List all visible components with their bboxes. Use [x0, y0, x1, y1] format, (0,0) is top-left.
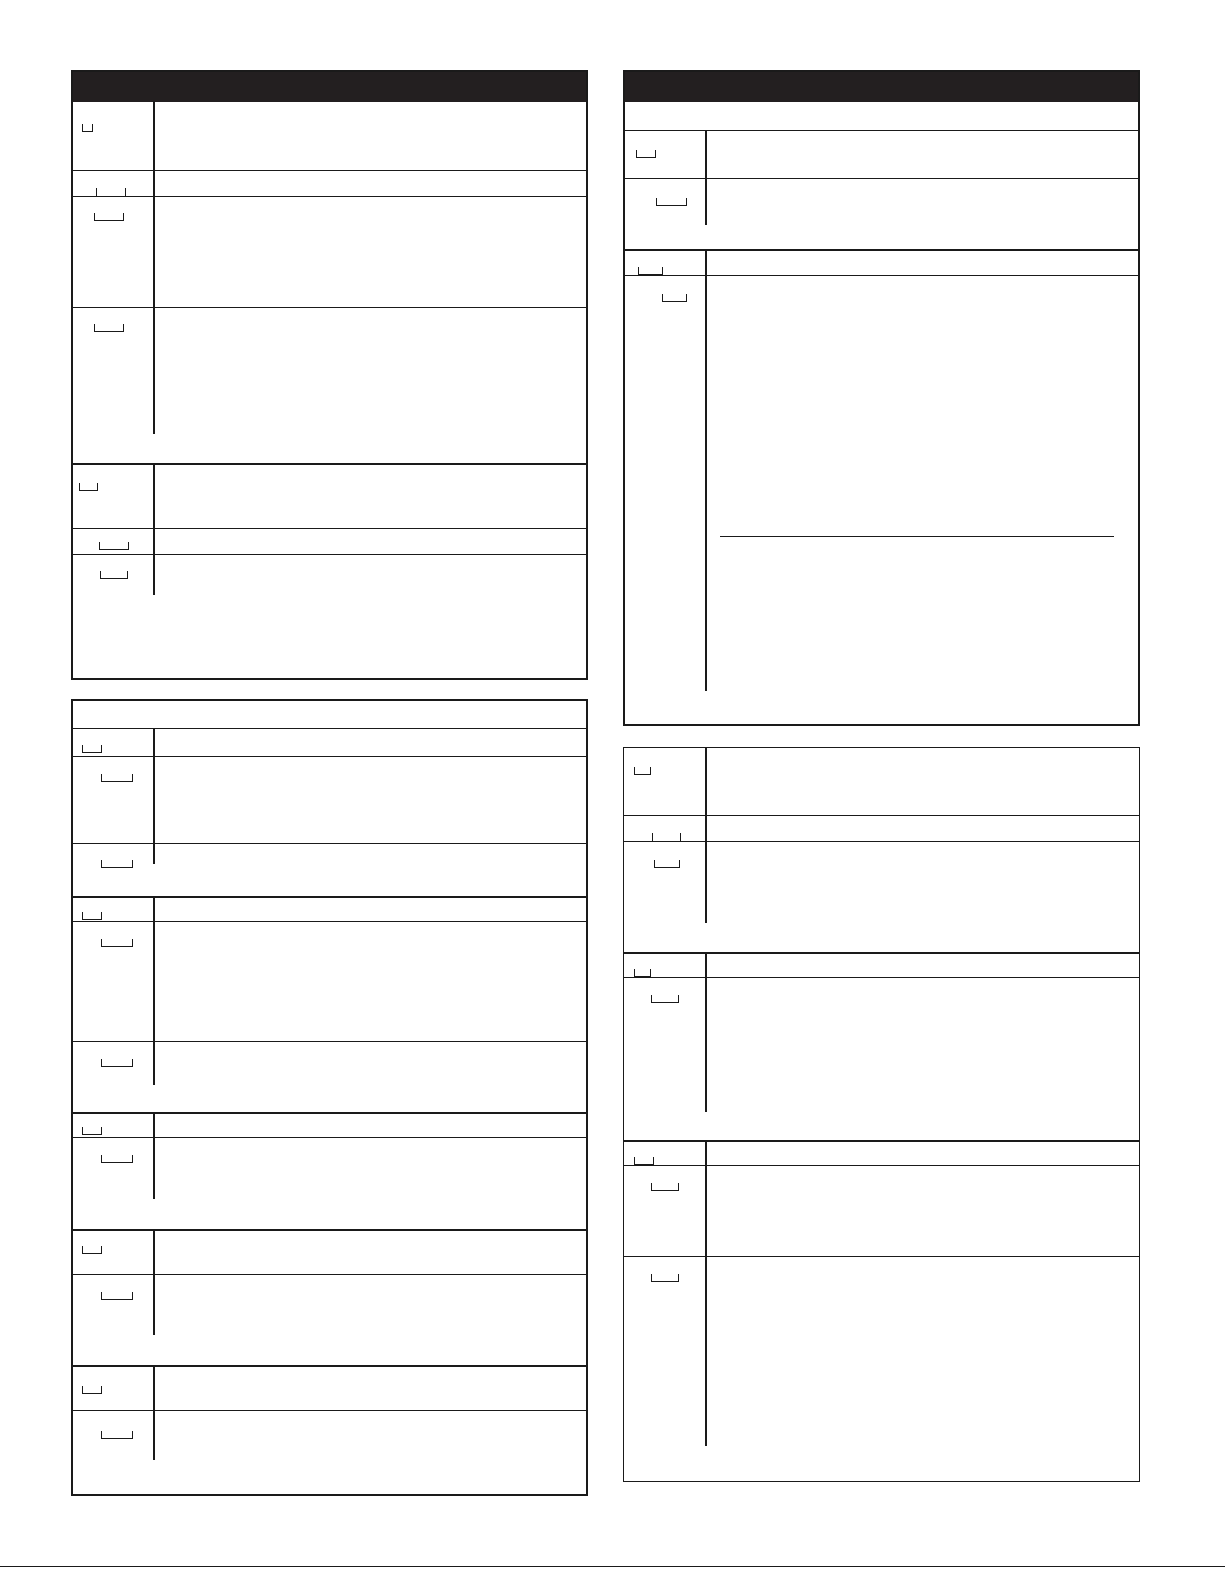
tick-mark	[96, 188, 97, 196]
row-divider	[624, 1165, 1139, 1166]
checkbox[interactable]	[636, 150, 656, 158]
row-divider	[624, 178, 1138, 179]
column-divider	[153, 897, 155, 1085]
row-divider	[624, 841, 1139, 842]
row-divider	[72, 170, 586, 171]
checkbox[interactable]	[634, 1157, 654, 1165]
row-divider	[72, 896, 586, 898]
checkbox[interactable]	[82, 1386, 102, 1394]
entry-field[interactable]	[101, 939, 133, 947]
row-divider	[72, 528, 586, 529]
tick-mark	[125, 188, 126, 196]
row-divider	[624, 977, 1139, 978]
checkbox[interactable]	[79, 483, 98, 491]
row-divider	[624, 130, 1138, 131]
top-right-panel-header	[625, 72, 1138, 102]
entry-field[interactable]	[99, 542, 129, 550]
row-divider	[624, 815, 1139, 816]
row-divider	[624, 275, 1138, 276]
row-divider	[72, 1112, 586, 1114]
page-footer-rule	[0, 1566, 1225, 1567]
entry-field[interactable]	[656, 198, 687, 206]
row-divider	[624, 1256, 1139, 1257]
entry-field[interactable]	[651, 1183, 679, 1191]
row-divider	[72, 307, 586, 308]
row-divider	[72, 1274, 586, 1275]
entry-field[interactable]	[651, 1274, 679, 1282]
top-right-form-panel	[623, 70, 1140, 726]
row-divider	[72, 843, 586, 844]
column-divider	[705, 748, 707, 923]
row-divider	[72, 728, 586, 729]
checkbox[interactable]	[638, 267, 663, 275]
entry-field[interactable]	[101, 1155, 133, 1163]
bottom-left-form-panel	[71, 699, 588, 1496]
row-divider	[72, 1137, 586, 1138]
column-divider	[705, 131, 707, 225]
entry-field[interactable]	[101, 1059, 133, 1067]
tick-mark	[652, 833, 653, 841]
checkbox[interactable]	[82, 745, 102, 753]
column-divider	[153, 101, 155, 434]
row-divider	[72, 921, 586, 922]
row-divider	[72, 756, 586, 757]
checkbox[interactable]	[82, 912, 102, 920]
checkbox[interactable]	[634, 969, 651, 977]
column-divider	[153, 1366, 155, 1460]
top-left-form-panel	[71, 70, 588, 680]
entry-field[interactable]	[654, 860, 680, 868]
checkbox[interactable]	[82, 1127, 102, 1135]
entry-field[interactable]	[94, 213, 124, 221]
row-divider	[72, 1229, 586, 1231]
entry-field[interactable]	[100, 571, 128, 579]
column-divider	[153, 729, 155, 864]
row-divider	[72, 1041, 586, 1042]
column-divider	[705, 250, 707, 691]
checkbox[interactable]	[634, 767, 651, 775]
entry-field[interactable]	[101, 774, 133, 782]
row-divider	[72, 554, 586, 555]
bottom-right-form-panel	[623, 747, 1140, 1482]
signature-line	[720, 536, 1114, 537]
row-divider	[72, 1365, 586, 1367]
entry-field[interactable]	[101, 860, 133, 868]
row-divider	[624, 249, 1138, 251]
row-divider	[72, 196, 586, 197]
row-divider	[72, 1410, 586, 1411]
column-divider	[153, 1113, 155, 1199]
entry-field[interactable]	[101, 1292, 133, 1300]
checkbox[interactable]	[82, 124, 93, 132]
entry-field[interactable]	[651, 995, 679, 1003]
column-divider	[153, 1230, 155, 1335]
tick-mark	[680, 833, 681, 841]
entry-field[interactable]	[94, 324, 124, 332]
column-divider	[153, 464, 155, 595]
row-divider	[624, 952, 1139, 954]
column-divider	[705, 1141, 707, 1446]
entry-field[interactable]	[101, 1431, 133, 1439]
entry-field[interactable]	[662, 294, 687, 302]
row-divider	[72, 463, 586, 465]
checkbox[interactable]	[82, 1246, 102, 1254]
top-left-panel-header	[73, 72, 586, 102]
row-divider	[624, 1140, 1139, 1142]
column-divider	[705, 953, 707, 1112]
